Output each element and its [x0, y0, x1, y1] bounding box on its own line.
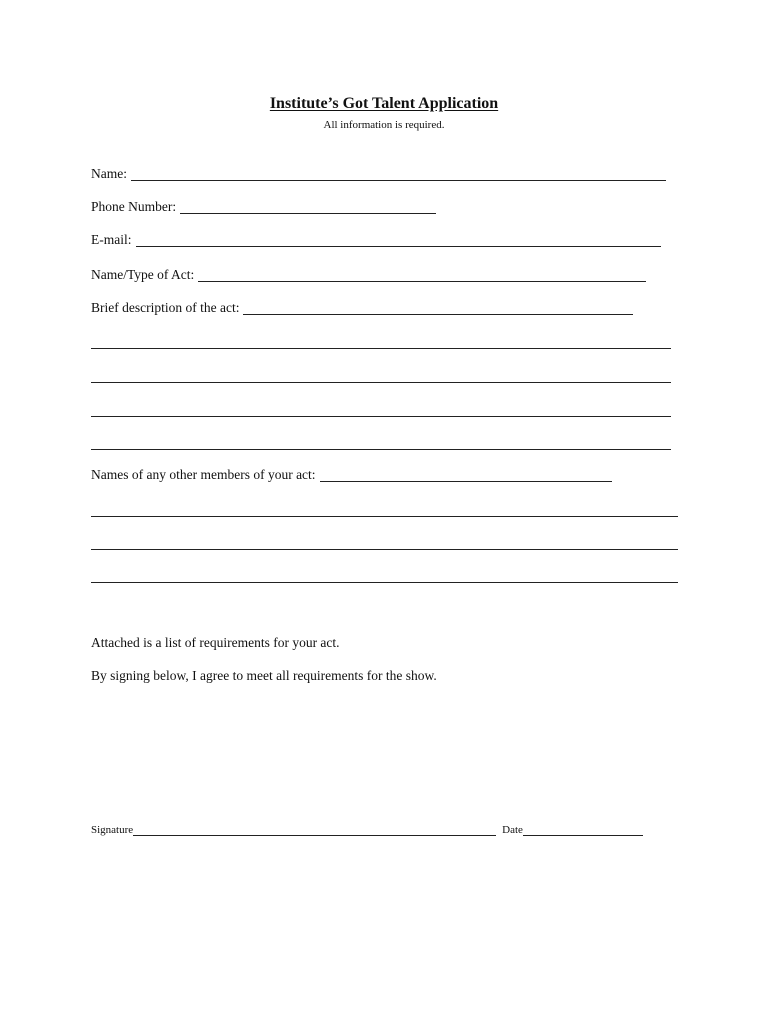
- requirements-note: Attached is a list of requirements for your act.: [91, 635, 340, 650]
- phone-field[interactable]: [91, 196, 436, 216]
- date-blank-line[interactable]: [523, 834, 643, 836]
- description-label: Brief description of the act:: [91, 300, 240, 315]
- signature-blank-line[interactable]: [133, 834, 496, 836]
- name-label: Name:: [91, 166, 127, 181]
- description-line-3[interactable]: [91, 382, 671, 383]
- email-field[interactable]: [91, 229, 661, 249]
- description-field[interactable]: [91, 297, 633, 317]
- signature-label: Signature: [91, 824, 134, 836]
- document-subtitle: All information is required.: [323, 119, 445, 131]
- name-blank-line[interactable]: [131, 179, 666, 181]
- email-blank-line[interactable]: [136, 245, 661, 247]
- act-type-label: Name/Type of Act:: [91, 267, 195, 282]
- signature-row: [91, 820, 643, 838]
- act-type-blank-line[interactable]: [198, 280, 646, 282]
- agreement-note: By signing below, I agree to meet all requirements for the show.: [91, 668, 437, 683]
- members-line-3[interactable]: [91, 549, 678, 550]
- description-line-4[interactable]: [91, 416, 671, 417]
- phone-blank-line[interactable]: [180, 212, 436, 214]
- members-line-4[interactable]: [91, 582, 678, 583]
- name-field[interactable]: [91, 163, 666, 183]
- email-label: E-mail:: [91, 232, 132, 247]
- members-blank-line[interactable]: [320, 480, 612, 482]
- act-type-field[interactable]: [91, 264, 646, 284]
- date-label: Date: [502, 824, 523, 836]
- members-field[interactable]: [91, 464, 612, 484]
- description-line-5[interactable]: [91, 449, 671, 450]
- members-label: Names of any other members of your act:: [91, 467, 316, 482]
- phone-label: Phone Number:: [91, 199, 177, 214]
- description-line-2[interactable]: [91, 348, 671, 349]
- members-line-2[interactable]: [91, 516, 678, 517]
- document-title: Institute’s Got Talent Application: [269, 95, 499, 112]
- description-blank-line[interactable]: [243, 313, 633, 315]
